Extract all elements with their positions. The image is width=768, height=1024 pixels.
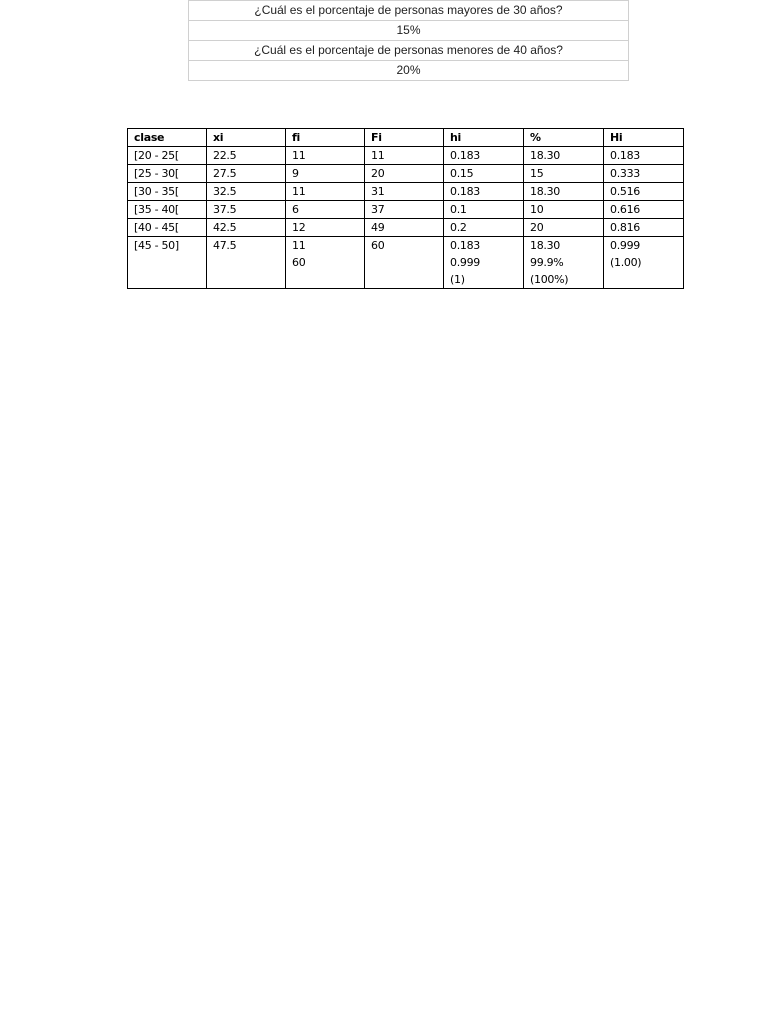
cell-hi: 0.183 <box>444 147 524 165</box>
cell-fi <box>286 237 365 289</box>
cell-xi: 42.5 <box>207 219 286 237</box>
cell-percent: 18.30 <box>524 183 604 201</box>
table-row <box>128 147 684 165</box>
cell-percent <box>524 237 604 289</box>
header-Hi: Hi <box>604 129 684 147</box>
hi-total-rounded: (1) <box>450 273 465 286</box>
cell-hi <box>444 237 524 289</box>
frequency-table <box>127 128 684 289</box>
hi-total: 0.999 <box>450 256 480 269</box>
cell-Fi <box>365 237 444 289</box>
cell-Hi: 0.183 <box>604 147 684 165</box>
question-answer-table <box>188 0 629 81</box>
cell-fi: 9 <box>286 165 365 183</box>
cell-percent: 20 <box>524 219 604 237</box>
cell-fi: 11 <box>286 147 365 165</box>
table-row <box>128 165 684 183</box>
cell-Fi: 20 <box>365 165 444 183</box>
cell-Hi: 0.616 <box>604 201 684 219</box>
table-row-last <box>128 237 684 289</box>
cell-xi: 22.5 <box>207 147 286 165</box>
cell-xi: 27.5 <box>207 165 286 183</box>
cell-Hi-value: 0.999 <box>610 239 640 252</box>
cell-percent: 15 <box>524 165 604 183</box>
header-clase: clase <box>128 129 207 147</box>
header-percent: % <box>524 129 604 147</box>
fi-total: 60 <box>292 256 306 269</box>
qa-row <box>189 1 629 21</box>
table-row <box>128 201 684 219</box>
question-2: ¿Cuál es el porcentaje de personas menores de 40 años? <box>189 41 629 61</box>
cell-Hi: 0.816 <box>604 219 684 237</box>
qa-row <box>189 21 629 41</box>
cell-percent-value: 18.30 <box>530 239 560 252</box>
cell-xi <box>207 237 286 289</box>
cell-hi: 0.15 <box>444 165 524 183</box>
cell-percent: 10 <box>524 201 604 219</box>
cell-fi: 12 <box>286 219 365 237</box>
cell-Fi: 11 <box>365 147 444 165</box>
qa-row <box>189 41 629 61</box>
percent-total-rounded: (100%) <box>530 273 569 286</box>
table-row <box>128 183 684 201</box>
cell-fi-value: 11 <box>292 239 306 252</box>
header-row <box>128 129 684 147</box>
cell-clase: [25 - 30[ <box>128 165 207 183</box>
cell-fi: 11 <box>286 183 365 201</box>
qa-row <box>189 61 629 81</box>
header-fi: fi <box>286 129 365 147</box>
cell-clase: [30 - 35[ <box>128 183 207 201</box>
cell-xi-value: 47.5 <box>213 239 237 252</box>
question-1: ¿Cuál es el porcentaje de personas mayores de 30 años? <box>189 1 629 21</box>
cell-Fi: 37 <box>365 201 444 219</box>
cell-hi: 0.183 <box>444 183 524 201</box>
cell-Fi-value: 60 <box>371 239 385 252</box>
cell-clase <box>128 237 207 289</box>
header-hi: hi <box>444 129 524 147</box>
cell-hi: 0.1 <box>444 201 524 219</box>
table-row <box>128 219 684 237</box>
cell-Hi <box>604 237 684 289</box>
cell-hi-value: 0.183 <box>450 239 480 252</box>
answer-2: 20% <box>189 61 629 81</box>
cell-Hi: 0.516 <box>604 183 684 201</box>
cell-hi: 0.2 <box>444 219 524 237</box>
cell-clase-value: [45 - 50] <box>134 239 179 252</box>
cell-fi: 6 <box>286 201 365 219</box>
cell-Hi: 0.333 <box>604 165 684 183</box>
cell-xi: 32.5 <box>207 183 286 201</box>
cell-xi: 37.5 <box>207 201 286 219</box>
cell-clase: [20 - 25[ <box>128 147 207 165</box>
answer-1: 15% <box>189 21 629 41</box>
cell-percent: 18.30 <box>524 147 604 165</box>
percent-total: 99.9% <box>530 256 564 269</box>
cell-Fi: 31 <box>365 183 444 201</box>
cell-clase: [40 - 45[ <box>128 219 207 237</box>
header-xi: xi <box>207 129 286 147</box>
cell-Fi: 49 <box>365 219 444 237</box>
cell-clase: [35 - 40[ <box>128 201 207 219</box>
Hi-rounded: (1.00) <box>610 256 642 269</box>
header-Fi: Fi <box>365 129 444 147</box>
